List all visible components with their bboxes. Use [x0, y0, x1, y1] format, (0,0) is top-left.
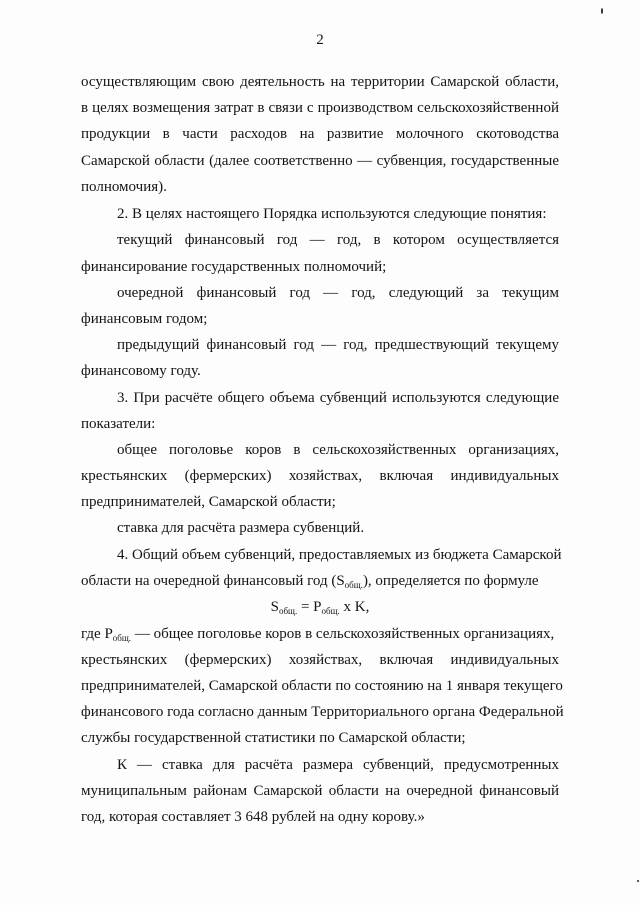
text-line: год, которая составляет 3 648 рублей на одну корову.»: [81, 809, 425, 825]
text-line: муниципальным районам Самарской области на очередной финансовый: [81, 783, 559, 799]
text-line: финансирование государственных полномочий;: [81, 259, 387, 275]
text-line: предпринимателей, Самарской области;: [81, 494, 336, 510]
text-line-formula-ref: области на очередной финансовый год $(S_{общ.})$, определяется по формуле: [81, 573, 539, 590]
text-line: показатели:: [81, 416, 156, 432]
section-2-heading: 2. В целях настоящего Порядка используются следующие понятия:: [117, 206, 547, 222]
text-line: предпринимателей, Самарской области по состоянию на 1 января текущего: [81, 678, 563, 694]
text-line: осуществляющим свою деятельность на территории Самарской области,: [81, 74, 559, 90]
text-line: финансового года согласно данным Территориального органа Федеральной: [81, 704, 564, 720]
text-line: продукции в части расходов на развитие молочного скотоводства: [81, 126, 559, 142]
text-line: полномочия).: [81, 179, 167, 195]
scan-speck: [601, 8, 603, 14]
section-3-heading: 3. При расчёте общего объема субвенций используются следующие: [117, 390, 559, 406]
text-line: очередной финансовый год — год, следующий за текущим: [117, 285, 559, 301]
text-line: крестьянских (фермерских) хозяйствах, включая индивидуальных: [81, 652, 559, 668]
text-line: ставка для расчёта размера субвенций.: [117, 520, 365, 536]
text-line: крестьянских (фермерских) хозяйствах, включая индивидуальных: [81, 468, 559, 484]
text-line: в целях возмещения затрат в связи с производством сельскохозяйственной: [81, 100, 559, 116]
text-line: текущий финансовый год — год, в котором осуществляется: [117, 232, 559, 248]
text-line: общее поголовье коров в сельскохозяйственных организациях,: [117, 442, 559, 458]
text-line: финансовому году.: [81, 363, 201, 379]
text-line-k-definition: К — ставка для расчёта размера субвенций, предусмотренных: [117, 757, 559, 773]
formula: $S_{общ.} = P_{общ.}$ x K,: [270, 599, 370, 616]
scan-speck: [637, 880, 639, 882]
text-line: Самарской области (далее соответственно — субвенция, государственные: [81, 153, 559, 169]
text-line: предыдущий финансовый год — год, предшествующий текущему: [117, 337, 559, 353]
text-line: финансовым годом;: [81, 311, 208, 327]
text-line-p-definition: где $P_{общ.}$ — общее поголовье коров в сельскохозяйственных организациях,: [81, 626, 555, 643]
text-line: службы государственной статистики по Самарской области;: [81, 730, 466, 746]
page-number: 2: [316, 32, 324, 48]
section-4-heading: 4. Общий объем субвенций, предоставляемых из бюджета Самарской: [117, 547, 562, 563]
